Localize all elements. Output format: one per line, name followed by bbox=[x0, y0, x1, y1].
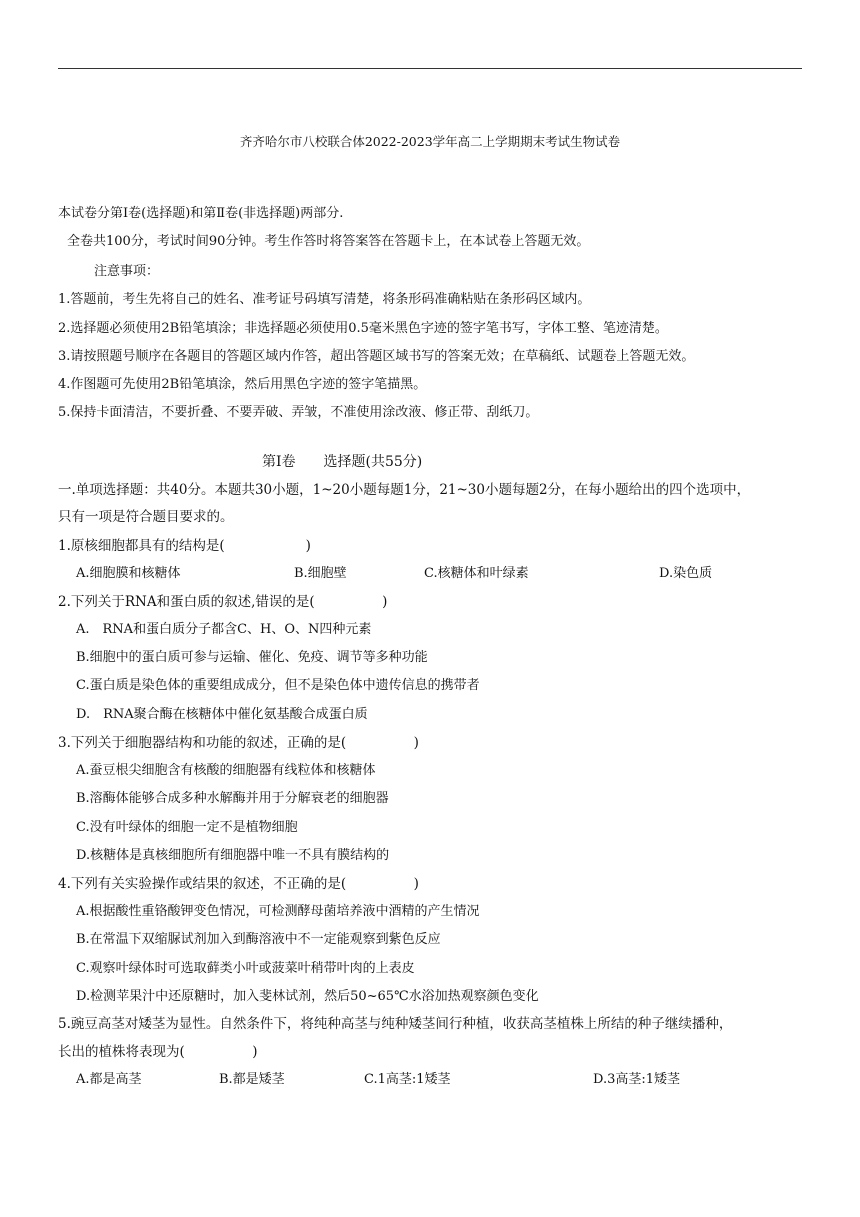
note-item: 2.选择题必须使用2B铅笔填涂；非选择题必须使用0.5毫米黑色字迹的签字笔书写，字体工整、笔迹清楚。 bbox=[58, 321, 668, 336]
question-stem: 3.下列关于细胞器结构和功能的叙述，正确的是( ) bbox=[58, 735, 419, 751]
option-c: C.观察叶绿体时可选取藓类小叶或菠菜叶稍带叶肉的上表皮 bbox=[76, 961, 415, 976]
option-c: C.核糖体和叶绿素 bbox=[424, 566, 529, 581]
option-b: B.细胞壁 bbox=[294, 566, 347, 581]
option-a: A.根据酸性重铬酸钾变色情况，可检测酵母菌培养液中酒精的产生情况 bbox=[76, 904, 480, 919]
note-item: 3.请按照题号顺序在各题目的答题区域内作答，超出答题区域书写的答案无效；在草稿纸、试题卷上答题无效。 bbox=[58, 349, 695, 364]
header-rule bbox=[58, 68, 802, 69]
intro-line-1: 本试卷分第Ⅰ卷(选择题)和第Ⅱ卷(非选择题)两部分. bbox=[58, 206, 344, 221]
question-stem: 4.下列有关实验操作或结果的叙述，不正确的是( ) bbox=[58, 876, 419, 892]
option-d: D.染色质 bbox=[659, 566, 713, 581]
note-item: 4.作图题可先使用2B铅笔填涂，然后用黑色字迹的签字笔描黑。 bbox=[58, 377, 427, 392]
option-d: D. RNA聚合酶在核糖体中催化氨基酸合成蛋白质 bbox=[76, 707, 368, 722]
option-a: A.细胞膜和核糖体 bbox=[76, 566, 181, 581]
note-item: 1.答题前，考生先将自己的姓名、准考证号码填写清楚，将条形码准确粘贴在条形码区域内。 bbox=[58, 292, 591, 307]
option-c: C.1高茎:1矮茎 bbox=[364, 1072, 451, 1087]
question-stem: 5.豌豆高茎对矮茎为显性。自然条件下，将纯种高茎与纯种矮茎间行种植，收获高茎植株上所结的种子继续播种， bbox=[58, 1016, 733, 1032]
notes-heading: 注意事项： bbox=[94, 264, 160, 279]
option-a: A.都是高茎 bbox=[76, 1072, 142, 1087]
question-stem: 1.原核细胞都具有的结构是( ) bbox=[58, 538, 311, 554]
question-stem: 2.下列关于RNA和蛋白质的叙述,错误的是( ) bbox=[58, 594, 388, 610]
option-a: A. RNA和蛋白质分子都含C、H、O、N四种元素 bbox=[76, 622, 372, 637]
option-b: B.溶酶体能够合成多种水解酶并用于分解衰老的细胞器 bbox=[76, 791, 389, 806]
option-c: C.没有叶绿体的细胞一定不是植物细胞 bbox=[76, 820, 298, 835]
section-instruction: 一.单项选择题：共40分。本题共30小题，1~20小题每题1分，21~30小题每题2分，在每小题给出的四个选项中， bbox=[58, 482, 751, 498]
option-b: B.在常温下双缩脲试剂加入到酶溶液中不一定能观察到紫色反应 bbox=[76, 932, 441, 947]
option-d: D.核糖体是真核细胞所有细胞器中唯一不具有膜结构的 bbox=[76, 848, 390, 863]
note-item: 5.保持卡面清洁，不要折叠、不要弄破、弄皱，不准使用涂改液、修正带、刮纸刀。 bbox=[58, 405, 539, 420]
option-d: D.3高茎:1矮茎 bbox=[593, 1072, 681, 1087]
option-c: C.蛋白质是染色体的重要组成成分，但不是染色体中遗传信息的携带者 bbox=[76, 678, 480, 693]
option-b: B.细胞中的蛋白质可参与运输、催化、免疫、调节等多种功能 bbox=[76, 650, 428, 665]
option-b: B.都是矮茎 bbox=[219, 1072, 285, 1087]
section-title: 第Ⅰ卷 选择题(共55分) bbox=[262, 454, 423, 470]
section-instruction: 只有一项是符合题目要求的。 bbox=[58, 509, 234, 525]
question-stem-continued: 长出的植株将表现为( ) bbox=[58, 1044, 258, 1060]
option-d: D.检测苹果汁中还原糖时，加入斐林试剂，然后50~65℃水浴加热观察颜色变化 bbox=[76, 989, 539, 1004]
option-a: A.蚕豆根尖细胞含有核酸的细胞器有线粒体和核糖体 bbox=[76, 763, 376, 778]
intro-line-2: 全卷共100分，考试时间90分钟。考生作答时将答案答在答题卡上，在本试卷上答题无效。 bbox=[67, 234, 590, 249]
document-title: 齐齐哈尔市八校联合体2022-2023学年高二上学期期末考试生物试卷 bbox=[239, 134, 621, 149]
